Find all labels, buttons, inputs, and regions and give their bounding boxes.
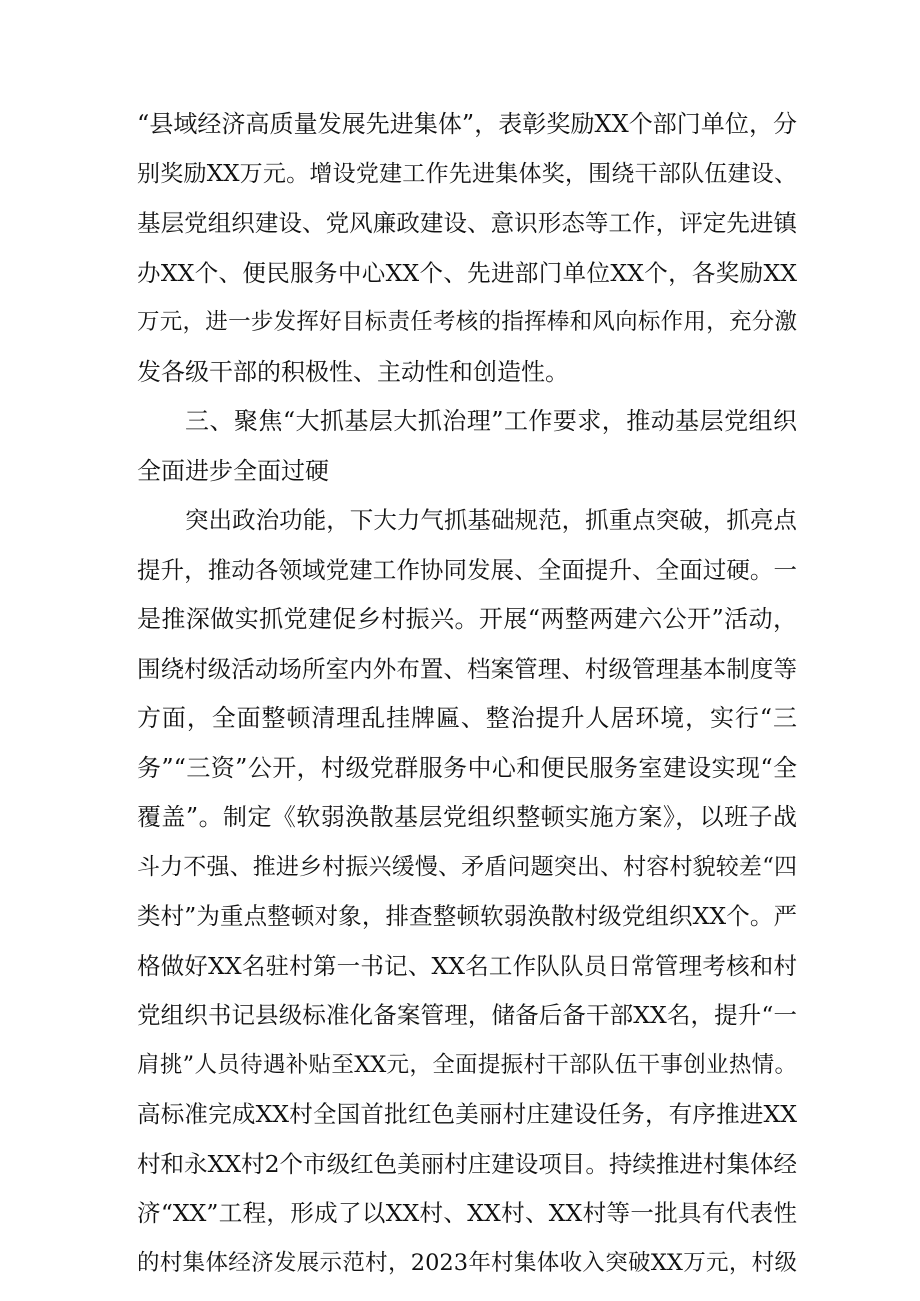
paragraph-line: 高标准完成XX村全国首批红色美丽村庄建设任务，有序推进XX — [137, 1100, 797, 1128]
paragraph-line: 济“XX”工程，形成了以XX村、XX村、XX村等一批具有代表性 — [137, 1199, 797, 1227]
paragraph-line: 类村”为重点整顿对象，排查整顿软弱涣散村级党组织XX个。严 — [137, 902, 797, 930]
paragraph-line: 党组织书记县级标准化备案管理，储备后备干部XX名，提升“一 — [137, 1001, 797, 1029]
paragraph-line: 突出政治功能，下大力气抓基础规范，抓重点突破，抓亮点 — [185, 506, 797, 534]
paragraph-line: 肩挑”人员待遇补贴至XX元，全面提振村干部队伍干事创业热情。 — [137, 1051, 797, 1078]
paragraph-line: 办XX个、便民服务中心XX个、先进部门单位XX个，各奖励XX — [137, 258, 797, 287]
section-heading-line: 三、聚焦“大抓基层大抓治理”工作要求，推动基层党组织 — [185, 407, 797, 435]
paragraph-line: 是推深做实抓党建促乡村振兴。开展“两整两建六公开”活动， — [137, 605, 797, 633]
paragraph-line: 格做好XX名驻村第一书记、XX名工作队队员日常管理考核和村 — [137, 951, 797, 980]
paragraph-line: 务”“三资”公开，村级党群服务中心和便民服务室建设实现“全 — [137, 753, 797, 782]
paragraph-line: 方面，全面整顿清理乱挂牌匾、整治提升人居环境，实行“三 — [137, 704, 797, 732]
paragraph-line: 覆盖”。制定《软弱涣散基层党组织整顿实施方案》，以班子战 — [137, 803, 797, 831]
paragraph-line: 提升，推动各领域党建工作协同发展、全面提升、全面过硬。一 — [137, 555, 797, 584]
section-heading-line: 全面进步全面过硬 — [137, 456, 329, 485]
paragraph-line: 万元，进一步发挥好目标责任考核的指挥棒和风向标作用，充分激 — [137, 309, 797, 335]
paragraph-line: 基层党组织建设、党风廉政建设、意识形态等工作，评定先进镇 — [137, 209, 797, 237]
paragraph-line: 围绕村级活动场所室内外布置、档案管理、村级管理基本制度等 — [137, 654, 797, 683]
paragraph-line: 斗力不强、推进乡村振兴缓慢、矛盾问题突出、村容村貌较差“四 — [137, 853, 797, 880]
paragraph-line: 的村集体经济发展示范村，2023年村集体收入突破XX万元，村级 — [137, 1249, 797, 1276]
paragraph-line: “县域经济高质量发展先进集体”，表彰奖励XX个部门单位，分 — [137, 110, 797, 138]
paragraph-line: 发各级干部的积极性、主动性和创造性。 — [137, 357, 569, 386]
paragraph-line: 村和永XX村2个市级红色美丽村庄建设项目。持续推进村集体经 — [137, 1149, 797, 1178]
paragraph-line: 别奖励XX万元。增设党建工作先进集体奖，围绕干部队伍建设、 — [137, 160, 797, 187]
